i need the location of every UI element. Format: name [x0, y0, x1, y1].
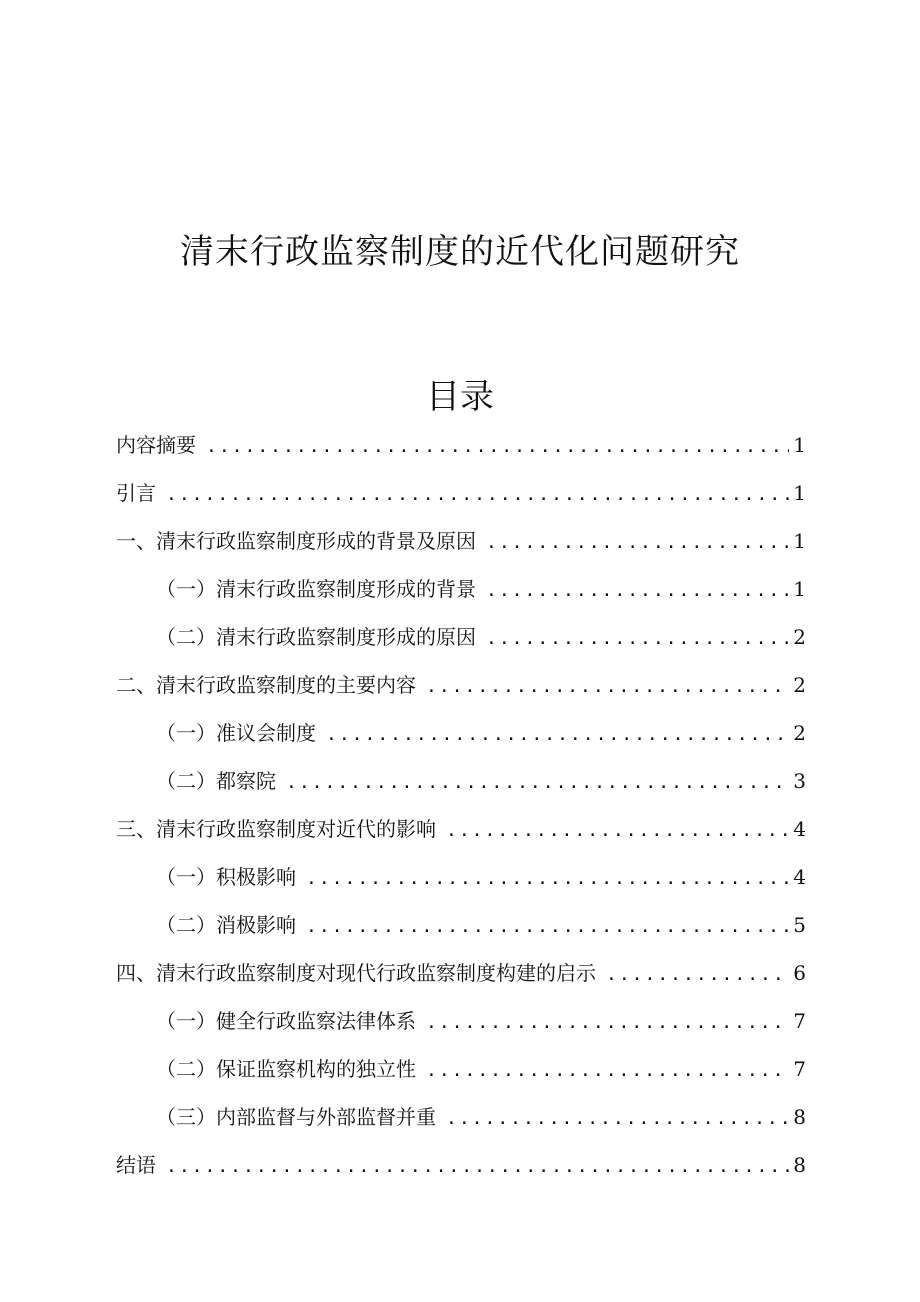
toc-entry-label: （二）都察院	[156, 769, 276, 793]
toc-entry-chapter-3[interactable]	[116, 805, 806, 853]
toc-entry-chapter-2[interactable]	[116, 661, 806, 709]
toc-page-number: 6	[793, 961, 806, 985]
toc-dot-leader	[426, 1047, 789, 1095]
toc-page-number: 2	[793, 673, 806, 697]
toc-page-number: 2	[793, 721, 806, 745]
toc-page-number: 8	[793, 1105, 806, 1129]
toc-dot-leader	[166, 471, 789, 519]
toc-entry-label: （三）内部监督与外部监督并重	[156, 1105, 436, 1129]
toc-entry-label: 引言	[116, 481, 156, 505]
toc-entry-label: （一）健全行政监察法律体系	[156, 1009, 416, 1033]
toc-dot-leader	[206, 423, 789, 471]
toc-entry-label: 一、清末行政监察制度形成的背景及原因	[116, 529, 476, 553]
toc-page-number: 7	[793, 1009, 806, 1033]
toc-entry-section-1-2[interactable]	[116, 613, 806, 661]
toc-page-number: 1	[793, 577, 806, 601]
toc-entry-label: （二）消极影响	[156, 913, 296, 937]
toc-entry-conclusion[interactable]	[116, 1141, 806, 1189]
toc-page-number: 7	[793, 1057, 806, 1081]
toc-page-number: 8	[793, 1153, 806, 1177]
toc-entry-introduction[interactable]	[116, 469, 806, 517]
toc-page-number: 1	[793, 481, 806, 505]
toc-page-number: 5	[793, 913, 806, 937]
toc-dot-leader	[306, 855, 789, 903]
toc-page-number: 3	[793, 769, 806, 793]
toc-page-number: 1	[793, 433, 806, 457]
toc-entry-label: （一）清末行政监察制度形成的背景	[156, 577, 476, 601]
toc-entry-chapter-4[interactable]	[116, 949, 806, 997]
toc-dot-leader	[326, 711, 789, 759]
toc-dot-leader	[486, 615, 789, 663]
toc-dot-leader	[486, 519, 789, 567]
toc-entry-chapter-1[interactable]	[116, 517, 806, 565]
toc-dot-leader	[166, 1143, 789, 1191]
toc-dot-leader	[446, 1095, 789, 1143]
toc-entry-section-3-1[interactable]	[116, 853, 806, 901]
toc-entry-label: （一）准议会制度	[156, 721, 316, 745]
toc-page-number: 2	[793, 625, 806, 649]
toc-entry-section-4-3[interactable]	[116, 1093, 806, 1141]
toc-dot-leader	[486, 567, 789, 615]
toc-entry-section-2-1[interactable]	[116, 709, 806, 757]
toc-entry-section-1-1[interactable]	[116, 565, 806, 613]
toc-dot-leader	[446, 807, 789, 855]
toc-entry-label: （二）保证监察机构的独立性	[156, 1057, 416, 1081]
toc-dot-leader	[306, 903, 789, 951]
toc-entry-label: 二、清末行政监察制度的主要内容	[116, 673, 416, 697]
toc-entry-section-4-2[interactable]	[116, 1045, 806, 1093]
toc-dot-leader	[606, 951, 789, 999]
toc-entry-label: （二）清末行政监察制度形成的原因	[156, 625, 476, 649]
document-title: 清末行政监察制度的近代化问题研究	[180, 232, 740, 272]
toc-page-number: 4	[793, 865, 806, 889]
toc-entry-label: 内容摘要	[116, 433, 196, 457]
toc-entry-section-3-2[interactable]	[116, 901, 806, 949]
toc-entry-label: （一）积极影响	[156, 865, 296, 889]
toc-entry-abstract[interactable]	[116, 421, 806, 469]
toc-dot-leader	[426, 999, 789, 1047]
toc-entry-label: 四、清末行政监察制度对现代行政监察制度构建的启示	[116, 961, 596, 985]
toc-entry-section-4-1[interactable]	[116, 997, 806, 1045]
toc-dot-leader	[426, 663, 789, 711]
toc-entry-section-2-2[interactable]	[116, 757, 806, 805]
toc-page-number: 4	[793, 817, 806, 841]
toc-entry-label: 结语	[116, 1153, 156, 1177]
table-of-contents	[116, 421, 806, 1189]
toc-entry-label: 三、清末行政监察制度对近代的影响	[116, 817, 436, 841]
toc-heading: 目录	[426, 377, 494, 417]
toc-dot-leader	[286, 759, 789, 807]
toc-page-number: 1	[793, 529, 806, 553]
